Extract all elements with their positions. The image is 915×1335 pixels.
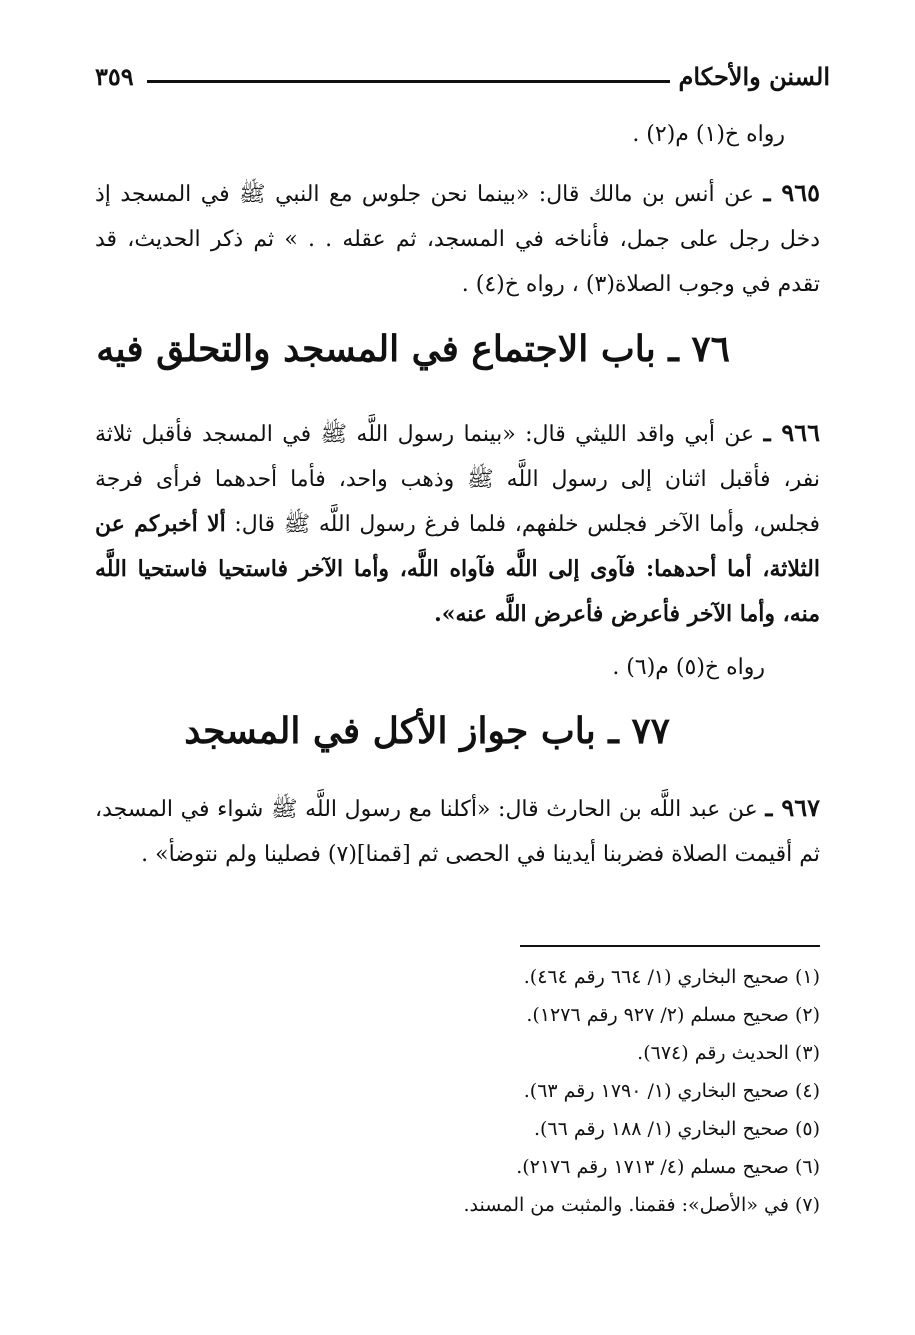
hadith-text: عن عبد اللَّه بن الحارث قال: «أكلنا مع رسول اللَّه ﷺ شواء في المسجد، ثم أقيمت الصلاة فضربنا أيدينا في الحصى ثم [قمنا](٧) فصلينا ولم نتوضأ» . [95, 797, 820, 867]
hadith-text: عن أنس بن مالك قال: «بينما نحن جلوس مع النبي ﷺ في المسجد إذ دخل رجل على جمل، فأناخه في المسجد، ثم عقله . . » ثم ذكر الحديث، قد تقدم في وجوب الصلاة(٣) ، رواه خ(٤) . [95, 182, 820, 297]
chapter-heading-76: ٧٦ ـ باب الاجتماع في المسجد والتحلق فيه [96, 328, 730, 370]
hadith-966 [95, 410, 820, 637]
footnote: (١) صحيح البخاري (١/ ٦٦٤ رقم ٤٦٤). [523, 966, 820, 988]
narration-line: رواه خ(١) م(٢) . [632, 122, 785, 147]
hadith-text-bold: ألا أخبركم عن الثلاثة، أما أحدهما: فآوى إلى اللَّه فآواه اللَّه، وأما الآخر فاستحيا فاستحيا اللَّه منه، وأما الآخر فأعرض فأعرض اللَّه عنه». [95, 511, 820, 627]
footnote: (٣) الحديث رقم (٦٧٤). [637, 1042, 820, 1064]
footnote: (٢) صحيح مسلم (٢/ ٩٢٧ رقم ١٢٧٦). [526, 1004, 820, 1026]
hadith-text: عن أبي واقد الليثي قال: «بينما رسول اللَّه ﷺ في المسجد فأقبل ثلاثة نفر، فأقبل اثنان إلى رسول اللَّه ﷺ وذهب واحد، فأما أحدهما فرأى فرجة فجلس، وأما الآخر فجلس خلفهم، فلما فرغ رسول اللَّه ﷺ قال: [95, 422, 820, 537]
footnote: (٥) صحيح البخاري (١/ ١٨٨ رقم ٦٦). [533, 1118, 820, 1140]
footnote: (٧) في «الأصل»: فقمنا. والمثبت من المسند. [463, 1194, 820, 1216]
header-rule [147, 80, 670, 83]
running-title: السنن والأحكام [678, 62, 830, 91]
hadith-number: ٩٦٧ ـ [765, 793, 820, 822]
footnote-rule [520, 945, 820, 947]
page-header [95, 62, 830, 102]
footnotes [260, 958, 820, 1224]
footnote: (٤) صحيح البخاري (١/ ١٧٩٠ رقم ٦٣). [523, 1080, 820, 1102]
hadith-number: ٩٦٥ ـ [763, 178, 820, 207]
page-number: ٣٥٩ [95, 62, 134, 91]
hadith-967 [95, 785, 820, 877]
footnote: (٦) صحيح مسلم (٤/ ١٧١٣ رقم ٢١٧٦). [516, 1156, 820, 1178]
hadith-number: ٩٦٦ ـ [763, 418, 821, 447]
hadith-965 [95, 170, 820, 307]
chapter-heading-77: ٧٧ ـ باب جواز الأكل في المسجد [184, 710, 670, 752]
narration-line: رواه خ(٥) م(٦) . [612, 655, 765, 680]
